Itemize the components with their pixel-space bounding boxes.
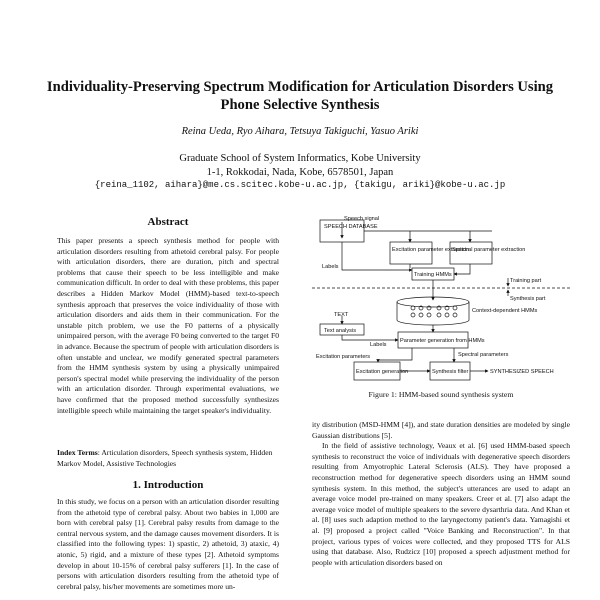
label-labels-top: Labels — [322, 264, 339, 270]
label-excitation-parameters: Excitation parameters — [316, 354, 371, 360]
index-terms-label: Index Terms — [57, 448, 98, 457]
introduction-body — [57, 497, 279, 592]
abstract-heading: Abstract — [147, 216, 189, 228]
abstract-body — [57, 236, 279, 416]
introduction-text: In this study, we focus on a person with an articulation disorder resulting from the athetoid type of cerebral palsy. About two babies in 1,000 are born with cerebral palsy [1]. Cerebral palsy results from damage to the central nervous system, and the damage causes movement disorders. It is classified into the following types: 1) spastic, 2) athetoid, 3) ataxic, 4) atonic, 5) rigid, and a mixture of these types [2]. Athetoid symptoms develop in about 10-15% of cerebral palsy sufferers [1]. In the case of persons with articulation disorders resulting from the athetoid type of cerebral palsy, his/her movements are sometimes more un- — [57, 497, 279, 591]
hmm-synthesis-figure — [312, 216, 570, 388]
affiliation-line-1: Graduate School of System Informatics, Kobe University — [179, 153, 421, 164]
figure-caption: Figure 1: HMM-based sound synthesis system — [368, 390, 514, 399]
label-synthesis-part: Synthesis part — [510, 296, 546, 302]
index-terms — [57, 448, 279, 469]
label-spectral-extraction: Spectral parameter extraction — [452, 247, 526, 253]
label-synthesized-speech: SYNTHESIZED SPEECH — [490, 369, 554, 375]
spectral-extraction-box — [450, 242, 492, 264]
figure-labels — [316, 216, 554, 375]
paper-authors: Reina Ueda, Ryo Aihara, Tetsuya Takiguchi, Yasuo Ariki — [181, 126, 419, 137]
label-training-part: Training part — [510, 278, 542, 284]
author-emails: {reina_1102, aihara}@me.cs.scitec.kobe-u.ac.jp, {takigu, ariki}@kobe-u.ac.jp — [94, 180, 506, 190]
index-terms-text: : Articulation disorders, Speech synthesis system, Hidden Markov Model, Assistive Technologies — [57, 448, 273, 468]
introduction-heading: 1. Introduction — [132, 479, 204, 491]
label-labels-bottom: Labels — [370, 342, 387, 348]
affiliation-line-2: 1-1, Rokkodai, Nada, Kobe, 6578501, Japan — [206, 167, 394, 178]
label-spectral-parameters: Spectral parameters — [458, 352, 509, 358]
label-text-analysis: Text analysis — [324, 328, 357, 334]
figure-diagram — [312, 216, 570, 388]
label-parameter-generation: Parameter generation from HMMs — [400, 338, 485, 344]
label-context-hmms: Context-dependent HMMs — [472, 308, 538, 314]
label-speech-signal: Speech signal — [344, 216, 380, 222]
arrow-labels-bottom — [342, 335, 398, 340]
label-speech-database: SPEECH DATABASE — [324, 224, 378, 230]
excitation-extraction-box — [390, 242, 432, 264]
label-training-hmms: Training HMMs — [414, 272, 452, 278]
right-column-body — [312, 420, 570, 568]
right-column-para-1: ity distribution (MSD-HMM [4]), and state duration densities are modeled by single Gaussian distributions [5]. — [312, 420, 570, 440]
label-text: TEXT — [334, 312, 349, 318]
abstract-text: This paper presents a speech synthesis method for people with articulation disorders resulting from athetoid cerebral palsy. For people with articulation disorders, there are duration, pitch and spectral problems that cause their speech to be less intelligible and make communication difficult. In order to deal with these problems, this paper describes a Hidden Markov Model (HMM)-based text-to-speech synthesis approach that preserves the voice individuality of those with articulation disorders and aids them in their communication. For the unstable pitch problem, we use the F0 patterns of a physically unimpaired person, with the average F0 being converted to the target F0 in advance. Because the spectrum of people with articulation disorders is often unstable and unclear, we modify generated spectral parameters from the HMM synthesis system by using a physically unimpaired person's spectral model while preserving the individuality of the person with an articulation disorder. Through experimental evaluations, we have confirmed that the proposed method successfully synthesizes intelligible speech while maintaining the target speaker's individuality. — [57, 236, 279, 415]
affiliation — [30, 152, 570, 180]
label-excitation-generation: Excitation generation — [356, 369, 409, 375]
right-column-para-2: In the field of assistive technology, Veaux et al. [6] used HMM-based speech synthesis to reconstruct the voice of individuals with degenerative speech disorders resulting from Amyotrophic Lateral Sclerosis (ALS). They have proposed a reconstruction method for degenerative speech disorders using an HMM sound synthesis system. In this method, the subject's utterances are used to adapt an average voice model pre-trained on many speakers. Creer et al. [7] also adapt the average voice model of multiple speakers to the severe dysarthria data. And Khan et al. [8] uses such adaption method to the laryngectomy patient's data. Yamagishi et al. [9] proposed a project called "Voice Banking and Reconstruction". In that project, various types of voices were collected, and they proposed TTS for ALS using that database. Also, Rudzicz [10] proposed a speech adjustment method for people with articulation disorders based on — [312, 441, 570, 567]
paper-title: Individuality-Preserving Spectrum Modification for Articulation Disorders Using Phone Selective Synthesis — [46, 79, 554, 113]
label-synthesis-filter: Synthesis filter — [432, 369, 469, 375]
label-excitation-extraction: Excitation parameter extraction — [392, 247, 470, 253]
